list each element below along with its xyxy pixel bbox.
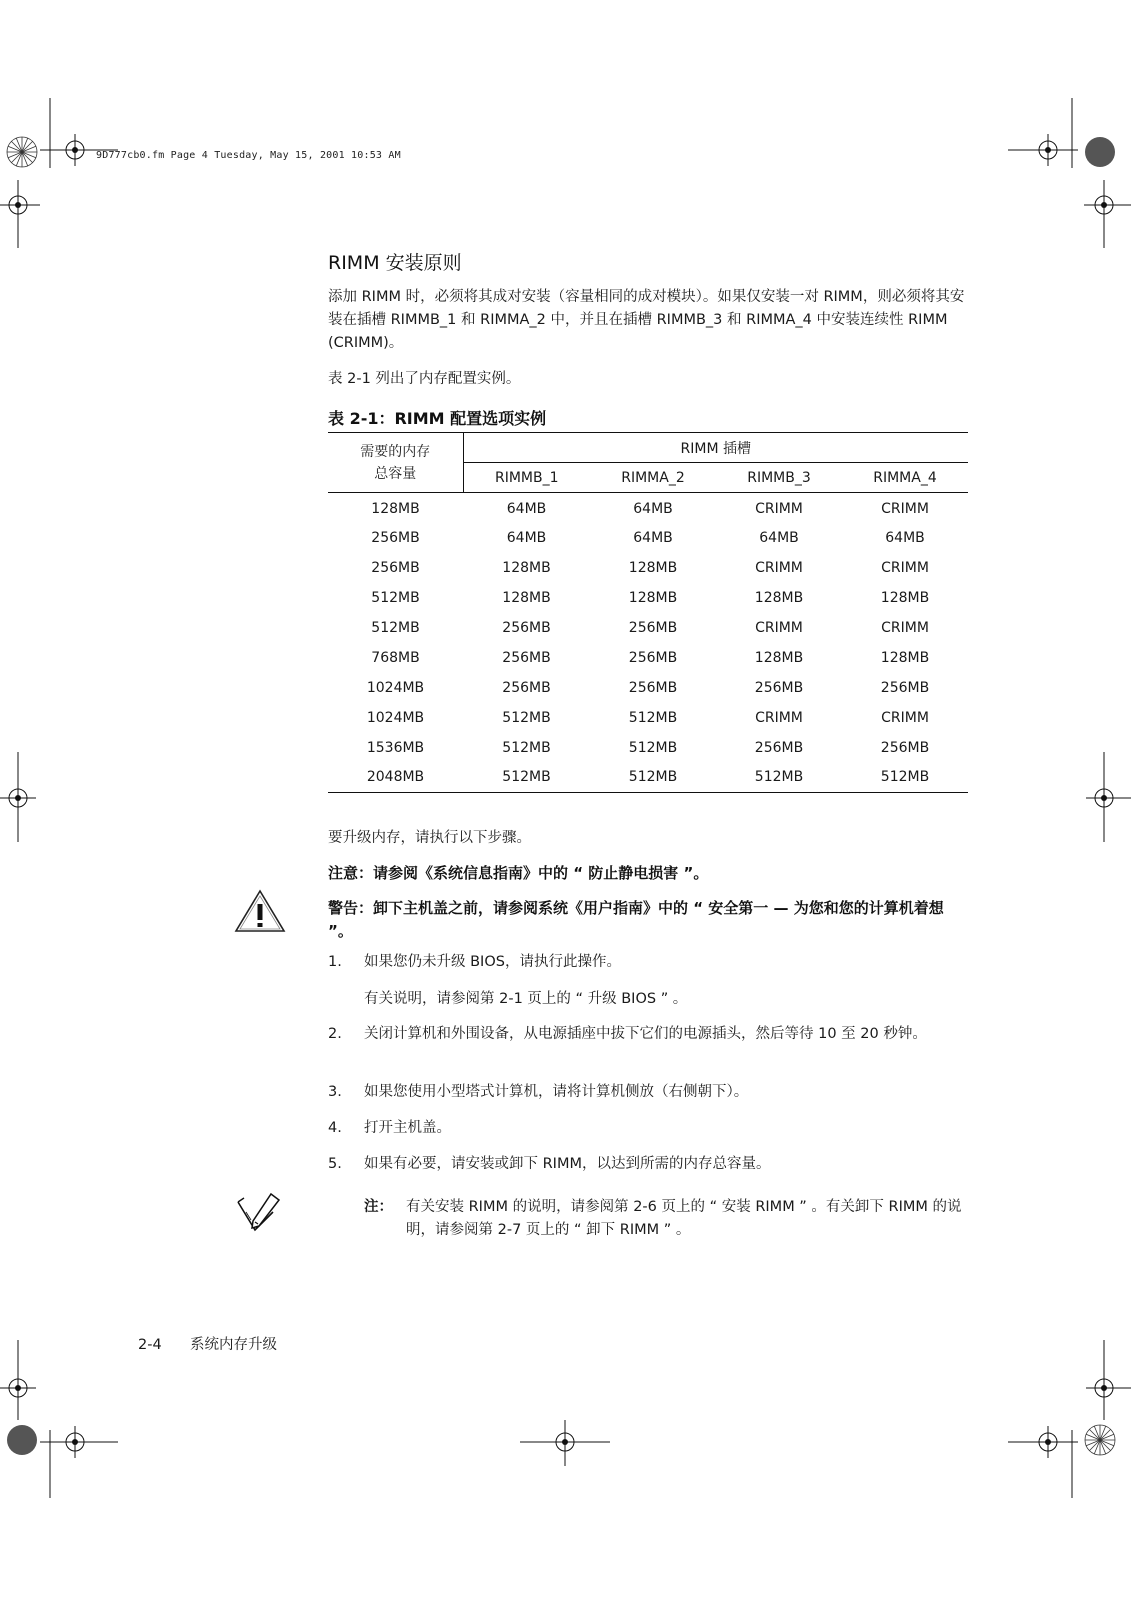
- slot-value-cell: 128MB: [628, 589, 678, 606]
- warning-triangle-icon: [234, 888, 286, 934]
- slot-column-header: RIMMB_3: [716, 463, 842, 493]
- total-capacity-cell: 256MB: [371, 529, 420, 546]
- step-number: 5.: [328, 1156, 342, 1172]
- slot-value-cell: 64MB: [633, 500, 673, 517]
- slot-column-header: RIMMA_2: [590, 463, 716, 493]
- slot-value-cell: CRIMM: [755, 559, 803, 576]
- table-row: [328, 583, 968, 613]
- table-row: [328, 763, 968, 793]
- slot-value-cell: 512MB: [842, 763, 968, 793]
- table-caption: 表 2-1：RIMM 配置选项实例: [328, 409, 547, 428]
- total-capacity-cell: 768MB: [371, 649, 420, 666]
- note-text: 有关安装 RIMM 的说明，请参阅第 2-6 页上的 “ 安装 RIMM ” 。有关卸下 RIMM 的说明，请参阅第 2-7 页上的 “ 卸下 RIMM ” 。: [406, 1199, 962, 1238]
- slot-value-cell: CRIMM: [881, 709, 929, 726]
- rimm-config-table: [328, 432, 968, 793]
- slot-value-cell: 128MB: [502, 589, 551, 606]
- slot-value-cell: 64MB: [506, 529, 547, 546]
- table-row: [328, 673, 968, 703]
- slot-value-cell: 256MB: [628, 649, 678, 666]
- table-row: [328, 703, 968, 733]
- slot-column-header: RIMMA_4: [842, 463, 968, 493]
- slot-value-cell: 128MB: [754, 649, 804, 666]
- slot-value-cell: 128MB: [502, 559, 551, 576]
- total-capacity-cell: 128MB: [371, 500, 420, 517]
- step-number: 2.: [328, 1026, 342, 1042]
- step-text: 如果您使用小型塔式计算机，请将计算机侧放（右侧朝下）。: [364, 1084, 749, 1100]
- total-capacity-cell: 512MB: [371, 619, 420, 636]
- slot-value-cell: CRIMM: [881, 619, 929, 636]
- slot-value-cell: 64MB: [885, 529, 925, 546]
- slot-value-cell: 512MB: [590, 763, 716, 793]
- step1-subtext: 有关说明，请参阅第 2-1 页上的 “ 升级 BIOS ” 。: [364, 991, 688, 1007]
- table-row: [328, 643, 968, 673]
- chapter-title: 系统内存升级: [190, 1337, 277, 1353]
- total-capacity-cell: 2048MB: [328, 763, 463, 793]
- total-capacity-cell: 256MB: [371, 559, 420, 576]
- slot-value-cell: 128MB: [628, 559, 678, 576]
- total-capacity-cell: 512MB: [371, 589, 420, 606]
- table-row: [328, 613, 968, 643]
- file-header: 9D777cb0.fm Page 4 Tuesday, May 15, 2001 10:53 AM: [96, 150, 401, 161]
- slot-value-cell: 512MB: [502, 709, 551, 726]
- table-row: [328, 733, 968, 763]
- total-header-line1: 需要的内存: [360, 443, 431, 460]
- page-number: 2-4: [138, 1337, 162, 1353]
- slot-value-cell: 512MB: [502, 739, 551, 756]
- slot-value-cell: CRIMM: [755, 619, 803, 636]
- table-row: [328, 553, 968, 583]
- slot-column-header: RIMMB_1: [463, 463, 590, 493]
- step-text: 打开主机盖。: [364, 1120, 451, 1136]
- section-title: RIMM 安装原则: [328, 252, 462, 274]
- note-label: 注：: [364, 1199, 393, 1215]
- warning-text: 警告：卸下主机盖之前，请参阅系统《用户指南》中的 “ 安全第一 — 为您和您的计算机着想 ”。: [328, 899, 944, 940]
- total-capacity-cell: 1024MB: [366, 679, 425, 696]
- slot-value-cell: CRIMM: [755, 709, 803, 726]
- slot-value-cell: CRIMM: [755, 500, 803, 517]
- slot-value-cell: 256MB: [880, 679, 930, 696]
- notice-text: 注意：请参阅《系统信息指南》中的 “ 防止静电损害 ”。: [328, 864, 709, 882]
- step-number: 4.: [328, 1120, 342, 1136]
- step-text: 如果有必要，请安装或卸下 RIMM，以达到所需的内存总容量。: [364, 1156, 771, 1172]
- slot-value-cell: 256MB: [880, 739, 930, 756]
- step-text: 关闭计算机和外围设备，从电源插座中拔下它们的电源插头，然后等待 10 至 20 秒钟。: [364, 1026, 927, 1042]
- slot-value-cell: 128MB: [880, 589, 930, 606]
- note-pencil-icon: [235, 1192, 281, 1236]
- slot-value-cell: 128MB: [880, 649, 930, 666]
- step-number: 1.: [328, 954, 342, 970]
- slot-value-cell: 256MB: [754, 739, 804, 756]
- slot-value-cell: 512MB: [716, 763, 842, 793]
- step-number: 3.: [328, 1084, 342, 1100]
- slot-value-cell: 256MB: [502, 619, 551, 636]
- slot-value-cell: 256MB: [628, 619, 678, 636]
- page-footer: [138, 1333, 277, 1354]
- total-capacity-header: [328, 433, 463, 493]
- slot-value-cell: 128MB: [754, 589, 804, 606]
- slot-value-cell: CRIMM: [881, 500, 929, 517]
- table-row: [328, 523, 968, 553]
- total-capacity-cell: 1024MB: [366, 709, 425, 726]
- slot-value-cell: 64MB: [506, 500, 547, 517]
- slot-value-cell: 512MB: [628, 709, 678, 726]
- step-text: 如果您仍未升级 BIOS，请执行此操作。: [364, 954, 621, 970]
- slot-value-cell: 256MB: [502, 679, 551, 696]
- slot-value-cell: 256MB: [502, 649, 551, 666]
- total-capacity-cell: 1536MB: [366, 739, 425, 756]
- table-row: [328, 493, 968, 523]
- slot-value-cell: 256MB: [628, 679, 678, 696]
- slot-value-cell: 64MB: [759, 529, 799, 546]
- slot-value-cell: 512MB: [628, 739, 678, 756]
- slot-value-cell: 256MB: [754, 679, 804, 696]
- total-header-line2: 总容量: [374, 465, 417, 482]
- rimm-slots-header: RIMM 插槽: [463, 433, 968, 463]
- slot-value-cell: 512MB: [463, 763, 590, 793]
- table-reference-paragraph: 表 2-1 列出了内存配置实例。: [328, 371, 521, 387]
- upgrade-intro: 要升级内存，请执行以下步骤。: [328, 830, 531, 846]
- intro-paragraph: 添加 RIMM 时，必须将其成对安装（容量相同的成对模块）。如果仅安装一对 RIMM，则必须将其安装在插槽 RIMMB_1 和 RIMMA_2 中，并且在插槽 RIMMB_3 和 RIMMA_4 中安装连续性 RIMM (CRIMM)。: [328, 289, 965, 351]
- slot-value-cell: 64MB: [633, 529, 673, 546]
- slot-value-cell: CRIMM: [881, 559, 929, 576]
